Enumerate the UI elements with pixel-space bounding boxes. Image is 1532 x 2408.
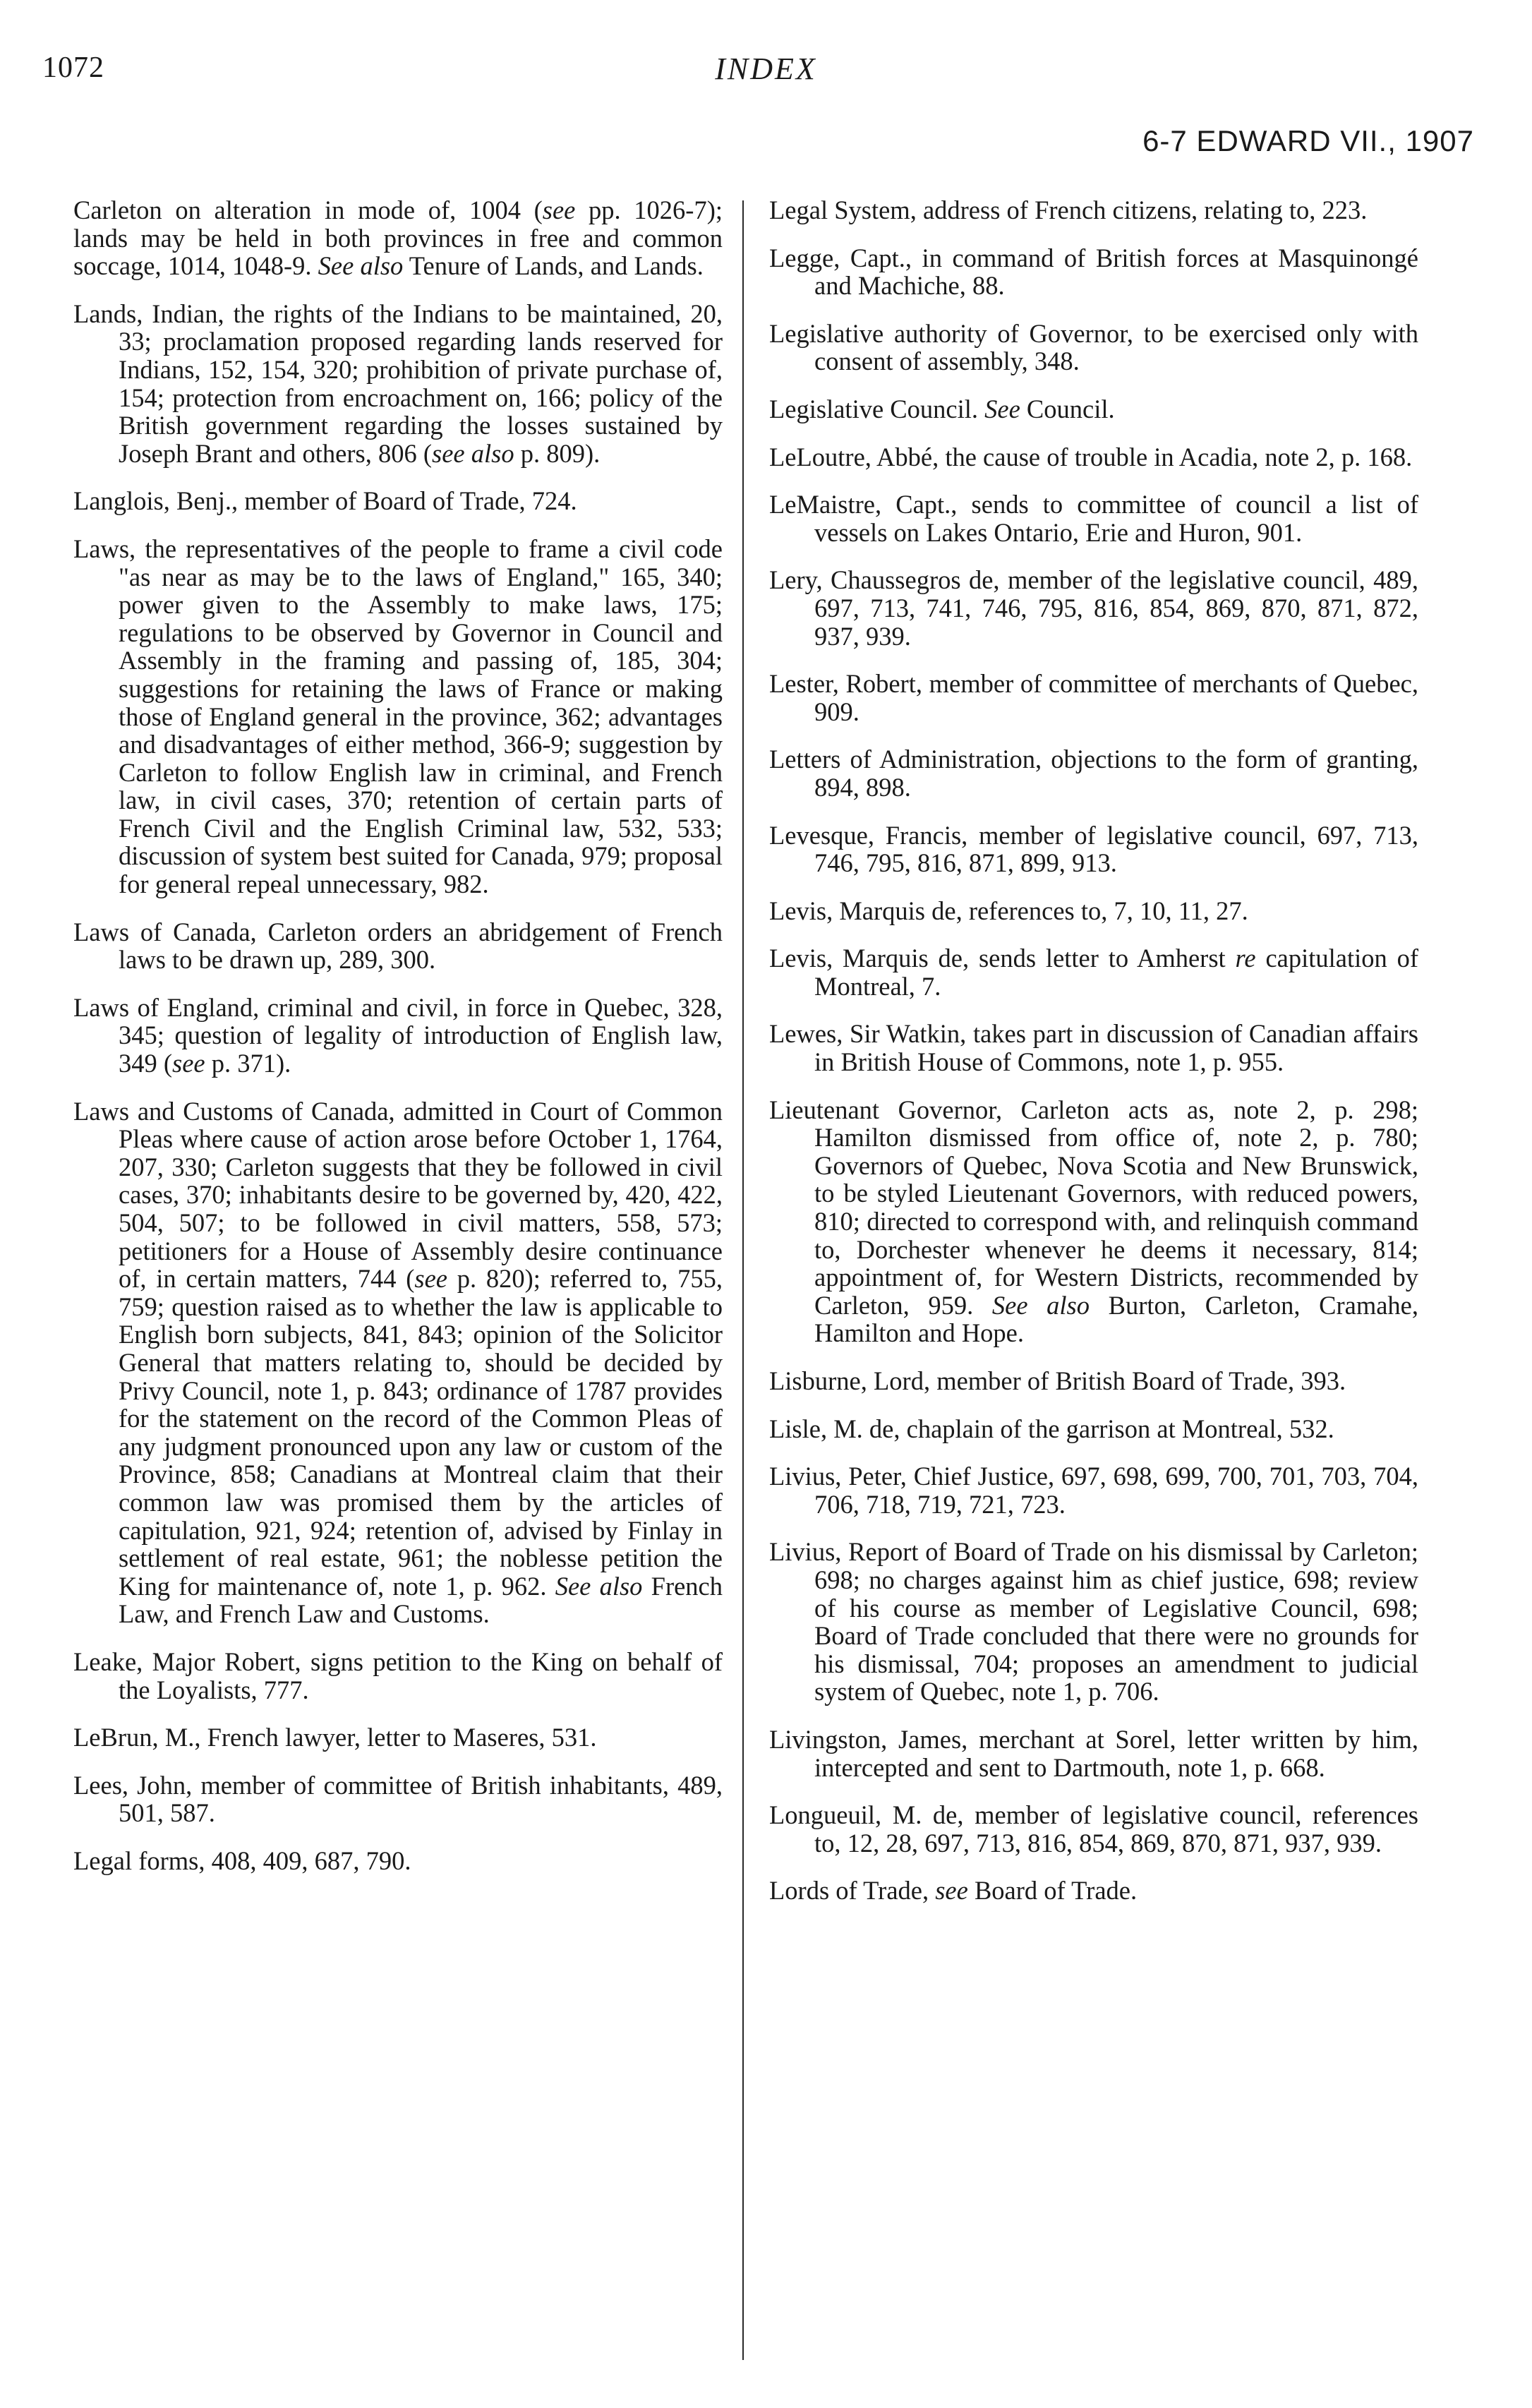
volume-label: 6-7 EDWARD VII., 1907 bbox=[1142, 124, 1474, 157]
right-column bbox=[769, 196, 1418, 1925]
entry-text: Lery, Chaussegros de, member of the legislative council, 489, 697, 713, 741, 746, 795, 816, 854, 869, 870, 871, 872, 937, 939. bbox=[769, 565, 1418, 651]
entry-text: Laws of Canada, Carleton orders an abridgement of French laws to be drawn up, 289, 300. bbox=[73, 917, 723, 975]
entry-text: Levis, Marquis de, sends letter to Amherst bbox=[769, 944, 1236, 973]
entry-text: French Law, and French Law and Customs. bbox=[119, 1571, 723, 1629]
entry-text: Livingston, James, merchant at Sorel, letter written by him, intercepted and sent to Dartmouth, note 1, p. 668. bbox=[769, 1724, 1418, 1782]
index-entry bbox=[769, 821, 1418, 877]
entry-text: Legislative Council. bbox=[769, 394, 985, 423]
cross-reference-label: see bbox=[414, 1264, 447, 1294]
index-entry bbox=[769, 944, 1418, 1000]
cross-reference-label: see bbox=[935, 1876, 968, 1906]
entry-text: Livius, Peter, Chief Justice, 697, 698, 699, 700, 701, 703, 704, 706, 718, 719, 721, 723. bbox=[769, 1462, 1418, 1519]
left-column bbox=[73, 196, 723, 1894]
index-entry bbox=[73, 300, 723, 468]
entry-text: Levesque, Francis, member of legislative council, 697, 713, 746, 795, 816, 871, 899, 913. bbox=[769, 820, 1418, 878]
index-entry bbox=[73, 1097, 723, 1628]
index-entry bbox=[73, 1771, 723, 1827]
entry-text: Council. bbox=[1020, 394, 1115, 423]
entry-text: LeBrun, M., French lawyer, letter to Maseres, 531. bbox=[73, 1723, 597, 1752]
cross-reference-label: see bbox=[542, 195, 576, 224]
index-entry bbox=[73, 994, 723, 1078]
entry-text: Lewes, Sir Watkin, takes part in discussion of Canadian affairs in British House of Commons, note 1, p. 955. bbox=[769, 1019, 1418, 1077]
index-entry bbox=[769, 745, 1418, 801]
entry-text: Burton, Carleton, Cramahe, Hamilton and Hope. bbox=[814, 1290, 1418, 1348]
entry-text: Legislative authority of Governor, to be exercised only with consent of assembly, 348. bbox=[769, 318, 1418, 376]
entry-text: Legge, Capt., in command of British forces at Masquinongé and Machiche, 88. bbox=[769, 243, 1418, 301]
entry-text: Lees, John, member of committee of British inhabitants, 489, 501, 587. bbox=[73, 1770, 723, 1828]
entry-text: Board of Trade. bbox=[967, 1876, 1138, 1906]
cross-reference-label: See also bbox=[555, 1571, 643, 1601]
entry-text: Letters of Administration, objections to the form of granting, 894, 898. bbox=[769, 745, 1418, 802]
index-entry bbox=[769, 1801, 1418, 1857]
index-entry bbox=[769, 1538, 1418, 1706]
entry-text: Langlois, Benj., member of Board of Trade, 724. bbox=[73, 486, 577, 516]
index-entry bbox=[769, 320, 1418, 375]
index-entry bbox=[769, 395, 1418, 423]
index-entry bbox=[769, 1020, 1418, 1076]
index-entry bbox=[73, 1648, 723, 1704]
entry-text: Lisburne, Lord, member of British Board of Trade, 393. bbox=[769, 1366, 1346, 1395]
entry-text: Legal forms, 408, 409, 687, 790. bbox=[73, 1846, 411, 1875]
page-number: 1072 bbox=[42, 52, 104, 84]
index-entry bbox=[769, 670, 1418, 726]
cross-reference-label: See also bbox=[991, 1290, 1090, 1320]
entry-text: pp. 1026-7); lands may be held in both provinces in free and common soccage, 1014, 1048-9. bbox=[73, 195, 723, 281]
cross-reference-label: see also bbox=[432, 438, 514, 468]
index-entry bbox=[73, 1847, 723, 1875]
entry-text: Livius, Report of Board of Trade on his dismissal by Carleton; 698; no charges against him as chief justice, 698; review of his course as member of Legislative Council, 698; Board of Trade concluded that there were no grounds for his dismissal, 704; proposes an amendment to judicial system of Quebec, note 1, p. 706. bbox=[769, 1537, 1418, 1706]
index-entry bbox=[769, 1462, 1418, 1518]
entry-text: Lords of Trade, bbox=[769, 1876, 936, 1906]
entry-text: Levis, Marquis de, references to, 7, 10, 11, 27. bbox=[769, 896, 1248, 925]
page-title: INDEX bbox=[715, 52, 817, 86]
index-entry bbox=[769, 196, 1418, 224]
entry-text: Legal System, address of French citizens, relating to, 223. bbox=[769, 195, 1368, 224]
cross-reference-label: See bbox=[984, 394, 1020, 423]
entry-text: Lisle, M. de, chaplain of the garrison at Montreal, 532. bbox=[769, 1414, 1334, 1443]
entry-text: Laws, the representatives of the people to frame a civil code "as near as may be to the laws of England," 165, 340; power given to the Assembly to make laws, 175; regulations to be observed by Governor in Council and Assembly in the framing and passing of, 185, 304; suggestions for retaining the laws of France or making those of England general in the province, 362; advantages and disadvantages of either method, 366-9; suggestion by Carleton to follow English law in criminal, and French law, in civil cases, 370; retention of certain parts of French Civil and the English Criminal law, 532, 533; discussion of system best suited for Canada, 979; proposal for general repeal unnecessary, 982. bbox=[73, 534, 723, 899]
index-entry bbox=[769, 490, 1418, 546]
entry-text: Lands, Indian, the rights of the Indians to be maintained, 20, 33; proclamation proposed regarding lands reserved for Indians, 152, 154, 320; prohibition of private purchase of, 154; protection from encroachment on, 166; policy of the British government regarding the losses sustained by Joseph Brant and others, 806 ( bbox=[73, 299, 723, 468]
entry-text: Leake, Major Robert, signs petition to the King on behalf of the Loyalists, 777. bbox=[73, 1647, 723, 1704]
index-entry bbox=[73, 196, 723, 280]
cross-reference-label: See also bbox=[318, 251, 404, 281]
entry-text: Laws of England, criminal and civil, in force in Quebec, 328, 345; question of legality of introduction of English law, 349 ( bbox=[73, 992, 723, 1078]
column-divider bbox=[742, 200, 744, 2360]
index-entry bbox=[769, 897, 1418, 925]
entry-text: Lieutenant Governor, Carleton acts as, note 2, p. 298; Hamilton dismissed from office of, note 2, p. 780; Governors of Quebec, Nova Scotia and New Brunswick, to be styled Lieutenant Governors, with reduced powers, 810; directed to correspond with, and relinquish command to, Dorchester whenever he deems it necessary, 814; appointment of, for Western Districts, recommended by Carleton, 959. bbox=[769, 1095, 1418, 1320]
index-entry bbox=[769, 1415, 1418, 1443]
index-entry bbox=[769, 1096, 1418, 1347]
index-entry bbox=[73, 1723, 723, 1752]
index-entry bbox=[769, 1877, 1418, 1905]
entry-text: Laws and Customs of Canada, admitted in Court of Common Pleas where cause of action arose before October 1, 1764, 207, 330; Carleton suggests that they be followed in civil cases, 370; inhabitants desire to be governed by, 420, 422, 504, 507; to be followed in civil matters, 558, 573; petitioners for a House of Assembly desire continuance of, in certain matters, 744 ( bbox=[73, 1096, 723, 1294]
entry-text: p. 809). bbox=[514, 438, 601, 468]
index-entry bbox=[769, 566, 1418, 650]
index-entry bbox=[73, 487, 723, 515]
index-entry bbox=[769, 244, 1418, 300]
index-entry bbox=[73, 918, 723, 974]
cross-reference-label: see bbox=[172, 1049, 205, 1078]
entry-text: p. 371). bbox=[205, 1049, 291, 1078]
entry-text: Carleton on alteration in mode of, 1004 ( bbox=[73, 195, 543, 224]
entry-text: p. 820); referred to, 755, 759; question raised as to whether the law is applicable to English born subjects, 841, 843; opinion of the Solicitor General that matters relating to, should be decided by Privy Council, note 1, p. 843; ordinance of 1787 provides for the statement on the record of the Common Pleas of any judgment pronounced upon any law or custom of the Province, 858; Canadians at Montreal claim that their common law was promised them by the articles of capitulation, 921, 924; retention of, advised by Finlay in settlement of real estate, 961; the noblesse petition the King for maintenance of, note 1, p. 962. bbox=[119, 1264, 723, 1601]
cross-reference-label: re bbox=[1235, 944, 1256, 973]
entry-text: LeLoutre, Abbé, the cause of trouble in Acadia, note 2, p. 168. bbox=[769, 442, 1413, 471]
index-entry bbox=[73, 535, 723, 898]
entry-text: LeMaistre, Capt., sends to committee of council a list of vessels on Lakes Ontario, Erie and Huron, 901. bbox=[769, 490, 1418, 547]
entry-text: Tenure of Lands, and Lands. bbox=[403, 251, 704, 281]
index-entry bbox=[769, 1726, 1418, 1781]
entry-text: Longueuil, M. de, member of legislative council, references to, 12, 28, 697, 713, 816, 854, 869, 870, 871, 937, 939. bbox=[769, 1800, 1418, 1858]
index-entry bbox=[769, 1367, 1418, 1395]
entry-text: Lester, Robert, member of committee of merchants of Quebec, 909. bbox=[769, 669, 1418, 726]
index-entry bbox=[769, 443, 1418, 471]
entry-text: capitulation of Montreal, 7. bbox=[814, 944, 1418, 1001]
